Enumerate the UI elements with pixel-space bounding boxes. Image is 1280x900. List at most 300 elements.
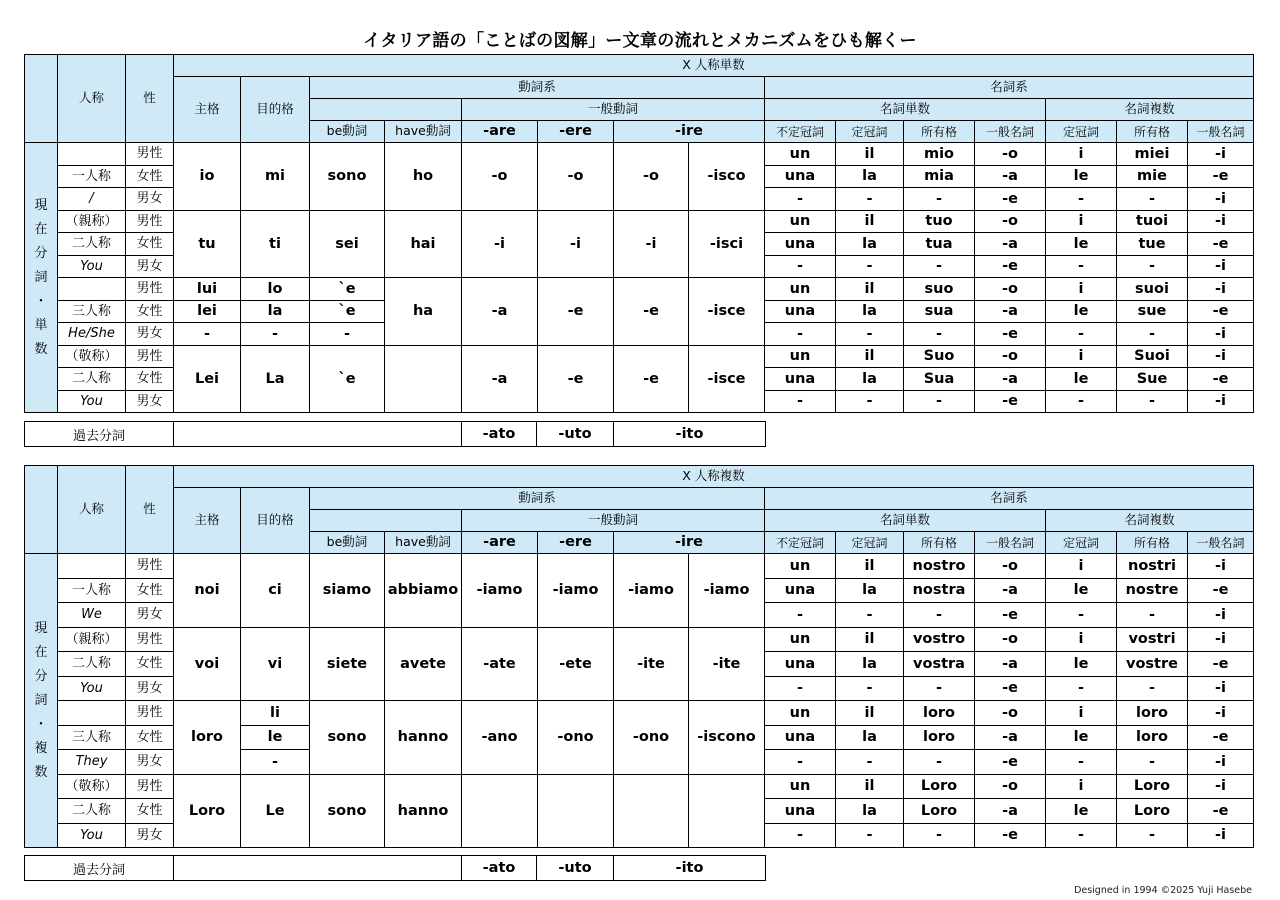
general-noun: -e: [975, 323, 1046, 346]
table-row: [25, 627, 1254, 652]
possessive-pl: vostri: [1117, 627, 1188, 652]
general-noun-pl: -e: [1188, 652, 1254, 677]
gender-label: 男性: [126, 774, 174, 799]
object-form: mi: [241, 143, 310, 211]
table-row: [25, 143, 1254, 166]
indef-article: una: [765, 799, 836, 824]
general-noun-pl: -i: [1188, 554, 1254, 579]
def-article: la: [836, 233, 904, 256]
possessive-pl: -: [1117, 390, 1188, 413]
have-form: hanno: [385, 701, 462, 775]
indef-article: una: [765, 725, 836, 750]
def-article: il: [836, 278, 904, 301]
be-form: sono: [310, 774, 385, 848]
possessive: -: [904, 676, 975, 701]
have-form: [385, 345, 462, 413]
possessive-pl: nostre: [1117, 578, 1188, 603]
ire-form-1: -i: [614, 210, 689, 278]
possessive: -: [904, 188, 975, 211]
gender-label: 男女: [126, 255, 174, 278]
subject-form: loro: [174, 701, 241, 775]
ire-form-2: -iscono: [689, 701, 765, 775]
be-form: siete: [310, 627, 385, 701]
possessive-pl: -: [1117, 323, 1188, 346]
possessive: -: [904, 323, 975, 346]
possessive: nostra: [904, 578, 975, 603]
possessive-pl: Sue: [1117, 368, 1188, 391]
possessive: tua: [904, 233, 975, 256]
object-form: lo: [241, 278, 310, 301]
gender-label: 男性: [126, 345, 174, 368]
ere-form: -i: [538, 210, 614, 278]
are-form: -ano: [462, 701, 538, 775]
general-noun-pl: -i: [1188, 627, 1254, 652]
person-label: [58, 701, 126, 726]
are-form: -a: [462, 345, 538, 413]
def-article-pl: le: [1046, 368, 1117, 391]
def-article: -: [836, 255, 904, 278]
general-noun: -e: [975, 676, 1046, 701]
past-participle-label: 過去分詞: [25, 422, 174, 447]
def-article-pl: le: [1046, 799, 1117, 824]
indef-article: una: [765, 233, 836, 256]
header-noun-singular: 名詞単数: [765, 510, 1046, 532]
indef-article: un: [765, 143, 836, 166]
side-label-char: 分: [34, 668, 48, 684]
header-possessive-pl: 所有格: [1117, 121, 1188, 143]
side-label-char: 現: [34, 620, 48, 636]
def-article-pl: -: [1046, 823, 1117, 848]
general-noun: -e: [975, 750, 1046, 775]
side-label: [25, 143, 58, 413]
person-label: You: [58, 255, 126, 278]
side-label-char: ・: [34, 293, 48, 309]
object-form: Le: [241, 774, 310, 848]
def-article-pl: -: [1046, 750, 1117, 775]
ere-form: -ono: [538, 701, 614, 775]
past-ere: -uto: [537, 422, 614, 447]
subject-form: tu: [174, 210, 241, 278]
gender-label: 男性: [126, 554, 174, 579]
gender-label: 女性: [126, 725, 174, 750]
conjugation-table: [24, 54, 1254, 413]
general-noun: -o: [975, 701, 1046, 726]
general-noun-pl: -e: [1188, 799, 1254, 824]
general-noun: -e: [975, 390, 1046, 413]
gender-label: 男女: [126, 323, 174, 346]
header-have: have動詞: [385, 532, 462, 554]
person-label: （敬称）: [58, 345, 126, 368]
possessive: Loro: [904, 799, 975, 824]
side-label-char: 詞: [34, 692, 48, 708]
are-form: -o: [462, 143, 538, 211]
have-form: abbiamo: [385, 554, 462, 628]
possessive: Suo: [904, 345, 975, 368]
ire-form-2: -isce: [689, 345, 765, 413]
indef-article: -: [765, 750, 836, 775]
gender-label: 女性: [126, 233, 174, 256]
ire-form-1: -e: [614, 345, 689, 413]
person-label: 一人称: [58, 578, 126, 603]
past-blank: [174, 422, 462, 447]
side-label-char: 現: [34, 197, 48, 213]
indef-article: una: [765, 578, 836, 603]
possessive: vostra: [904, 652, 975, 677]
possessive: Sua: [904, 368, 975, 391]
person-label: 一人称: [58, 165, 126, 188]
past-participle-row: [24, 421, 766, 447]
past-blank: [174, 856, 462, 881]
are-form: -iamo: [462, 554, 538, 628]
def-article-pl: -: [1046, 323, 1117, 346]
possessive-pl: vostre: [1117, 652, 1188, 677]
header-ire: -ire: [614, 121, 765, 143]
possessive-pl: -: [1117, 603, 1188, 628]
header-noun-group: 名詞系: [765, 488, 1254, 510]
possessive: -: [904, 603, 975, 628]
person-label: You: [58, 390, 126, 413]
possessive-pl: -: [1117, 676, 1188, 701]
possessive: -: [904, 823, 975, 848]
side-label-char: 詞: [34, 269, 48, 285]
gender-label: 男女: [126, 188, 174, 211]
subject-form: Lei: [174, 345, 241, 413]
general-noun-pl: -i: [1188, 701, 1254, 726]
indef-article: un: [765, 210, 836, 233]
side-label-char: 数: [34, 764, 48, 780]
header-indef-article: 不定冠詞: [765, 121, 836, 143]
def-article-pl: -: [1046, 603, 1117, 628]
general-noun: -o: [975, 210, 1046, 233]
def-article: il: [836, 345, 904, 368]
header-def-article: 定冠詞: [836, 532, 904, 554]
possessive-pl: Loro: [1117, 799, 1188, 824]
gender-label: 男女: [126, 390, 174, 413]
be-form: siamo: [310, 554, 385, 628]
indef-article: un: [765, 627, 836, 652]
object-form: le: [241, 725, 310, 750]
have-form: ho: [385, 143, 462, 211]
general-noun-pl: -e: [1188, 368, 1254, 391]
person-label: 三人称: [58, 725, 126, 750]
general-noun-pl: -i: [1188, 345, 1254, 368]
header-gender: 性: [126, 55, 174, 143]
object-form: la: [241, 300, 310, 323]
def-article: -: [836, 188, 904, 211]
side-label-char: ・: [34, 716, 48, 732]
def-article: la: [836, 300, 904, 323]
ire-form-1: -ite: [614, 627, 689, 701]
subject-form: lui: [174, 278, 241, 301]
indef-article: una: [765, 652, 836, 677]
def-article-pl: le: [1046, 725, 1117, 750]
general-noun: -e: [975, 255, 1046, 278]
possessive-pl: loro: [1117, 725, 1188, 750]
object-form: -: [241, 323, 310, 346]
conjugation-table: [24, 465, 1254, 848]
possessive: loro: [904, 701, 975, 726]
general-noun-pl: -e: [1188, 165, 1254, 188]
person-label: We: [58, 603, 126, 628]
def-article: la: [836, 165, 904, 188]
header-have: have動詞: [385, 121, 462, 143]
header-top: X 人称単数: [174, 55, 1254, 77]
past-are: -ato: [462, 422, 537, 447]
header-indef-article: 不定冠詞: [765, 532, 836, 554]
possessive: nostro: [904, 554, 975, 579]
indef-article: -: [765, 676, 836, 701]
are-form: -i: [462, 210, 538, 278]
table-row: [25, 278, 1254, 301]
gender-label: 男性: [126, 701, 174, 726]
indef-article: -: [765, 603, 836, 628]
have-form: ha: [385, 278, 462, 346]
general-noun: -a: [975, 799, 1046, 824]
possessive-pl: -: [1117, 823, 1188, 848]
def-article-pl: i: [1046, 345, 1117, 368]
general-noun-pl: -e: [1188, 578, 1254, 603]
general-noun-pl: -i: [1188, 676, 1254, 701]
be-form: sei: [310, 210, 385, 278]
header-object: 目的格: [241, 77, 310, 143]
def-article: -: [836, 750, 904, 775]
possessive-pl: tue: [1117, 233, 1188, 256]
header-object: 目的格: [241, 488, 310, 554]
ire-form-2: -ite: [689, 627, 765, 701]
header-person: 人称: [58, 466, 126, 554]
general-noun: -a: [975, 300, 1046, 323]
header-gender: 性: [126, 466, 174, 554]
ire-form-1: [614, 774, 689, 848]
def-article: il: [836, 774, 904, 799]
indef-article: una: [765, 300, 836, 323]
header-noun-plural: 名詞複数: [1046, 510, 1254, 532]
general-noun-pl: -i: [1188, 210, 1254, 233]
person-label: [58, 143, 126, 166]
table-row: [25, 774, 1254, 799]
possessive-pl: -: [1117, 750, 1188, 775]
def-article: il: [836, 210, 904, 233]
header-verb-group: 動詞系: [310, 488, 765, 510]
subject-form: lei: [174, 300, 241, 323]
indef-article: -: [765, 390, 836, 413]
ire-form-1: -ono: [614, 701, 689, 775]
person-label: They: [58, 750, 126, 775]
header-top: X 人称複数: [174, 466, 1254, 488]
indef-article: una: [765, 165, 836, 188]
gender-label: 男性: [126, 278, 174, 301]
be-form: sono: [310, 143, 385, 211]
indef-article: -: [765, 323, 836, 346]
def-article-pl: -: [1046, 188, 1117, 211]
possessive: sua: [904, 300, 975, 323]
side-label-char: 単: [34, 317, 48, 333]
possessive: tuo: [904, 210, 975, 233]
general-noun-pl: -i: [1188, 323, 1254, 346]
indef-article: un: [765, 278, 836, 301]
ire-form-1: -e: [614, 278, 689, 346]
possessive-pl: loro: [1117, 701, 1188, 726]
gender-label: 女性: [126, 300, 174, 323]
gender-label: 女性: [126, 368, 174, 391]
general-noun-pl: -i: [1188, 188, 1254, 211]
indef-article: -: [765, 255, 836, 278]
possessive: loro: [904, 725, 975, 750]
def-article: la: [836, 578, 904, 603]
general-noun: -o: [975, 774, 1046, 799]
person-label: You: [58, 823, 126, 848]
general-noun: -a: [975, 725, 1046, 750]
possessive: mio: [904, 143, 975, 166]
table-row: [25, 210, 1254, 233]
be-form: `e: [310, 300, 385, 323]
def-article-pl: i: [1046, 701, 1117, 726]
person-label: 三人称: [58, 300, 126, 323]
person-label: [58, 554, 126, 579]
possessive-pl: tuoi: [1117, 210, 1188, 233]
def-article-pl: le: [1046, 165, 1117, 188]
def-article-pl: -: [1046, 255, 1117, 278]
def-article-pl: le: [1046, 578, 1117, 603]
gender-label: 女性: [126, 165, 174, 188]
header-possessive: 所有格: [904, 532, 975, 554]
header-general-noun: 一般名詞: [975, 121, 1046, 143]
header-def-article-pl: 定冠詞: [1046, 121, 1117, 143]
gender-label: 男性: [126, 143, 174, 166]
side-label-char: 分: [34, 245, 48, 261]
object-form: li: [241, 701, 310, 726]
possessive-pl: miei: [1117, 143, 1188, 166]
general-noun-pl: -e: [1188, 725, 1254, 750]
header-are: -are: [462, 121, 538, 143]
person-label: /: [58, 188, 126, 211]
be-form: -: [310, 323, 385, 346]
be-form: sono: [310, 701, 385, 775]
header-blank-verb: [310, 99, 462, 121]
def-article: la: [836, 725, 904, 750]
side-label-char: 在: [34, 221, 48, 237]
def-article: -: [836, 823, 904, 848]
object-form: -: [241, 750, 310, 775]
def-article-pl: -: [1046, 390, 1117, 413]
general-noun: -a: [975, 165, 1046, 188]
person-label: [58, 278, 126, 301]
def-article-pl: le: [1046, 300, 1117, 323]
general-noun-pl: -i: [1188, 143, 1254, 166]
general-noun: -a: [975, 652, 1046, 677]
indef-article: -: [765, 823, 836, 848]
general-noun: -a: [975, 368, 1046, 391]
ere-form: -ete: [538, 627, 614, 701]
object-form: La: [241, 345, 310, 413]
general-noun: -o: [975, 627, 1046, 652]
def-article: il: [836, 627, 904, 652]
ire-form-2: -iamo: [689, 554, 765, 628]
have-form: hai: [385, 210, 462, 278]
possessive: mia: [904, 165, 975, 188]
be-form: `e: [310, 345, 385, 413]
object-form: ti: [241, 210, 310, 278]
gender-label: 男女: [126, 823, 174, 848]
def-article: la: [836, 799, 904, 824]
ere-form: [538, 774, 614, 848]
general-noun: -a: [975, 233, 1046, 256]
possessive: Loro: [904, 774, 975, 799]
subject-form: Loro: [174, 774, 241, 848]
header-are: -are: [462, 532, 538, 554]
gender-label: 女性: [126, 578, 174, 603]
header-subject: 主格: [174, 488, 241, 554]
past-ire: -ito: [614, 856, 766, 881]
gender-label: 男女: [126, 750, 174, 775]
def-article: la: [836, 368, 904, 391]
general-noun-pl: -i: [1188, 823, 1254, 848]
table-row: [25, 701, 1254, 726]
header-ere: -ere: [538, 121, 614, 143]
gender-label: 男性: [126, 210, 174, 233]
header-ire: -ire: [614, 532, 765, 554]
object-form: ci: [241, 554, 310, 628]
ire-form-2: -isco: [689, 143, 765, 211]
subject-form: -: [174, 323, 241, 346]
table-row: [25, 554, 1254, 579]
past-ire: -ito: [614, 422, 766, 447]
ere-form: -e: [538, 278, 614, 346]
def-article-pl: i: [1046, 774, 1117, 799]
past-are: -ato: [462, 856, 537, 881]
header-general-noun-pl: 一般名詞: [1188, 121, 1254, 143]
header-blank: [25, 466, 58, 554]
person-label: （親称）: [58, 210, 126, 233]
indef-article: un: [765, 554, 836, 579]
general-noun-pl: -i: [1188, 603, 1254, 628]
ire-form-1: -o: [614, 143, 689, 211]
general-noun: -o: [975, 554, 1046, 579]
are-form: -a: [462, 278, 538, 346]
ere-form: -e: [538, 345, 614, 413]
side-label-char: 数: [34, 341, 48, 357]
subject-form: noi: [174, 554, 241, 628]
general-noun: -e: [975, 188, 1046, 211]
header-def-article: 定冠詞: [836, 121, 904, 143]
def-article: -: [836, 390, 904, 413]
ere-form: -iamo: [538, 554, 614, 628]
header-verb-group: 動詞系: [310, 77, 765, 99]
are-form: [462, 774, 538, 848]
indef-article: un: [765, 345, 836, 368]
def-article: il: [836, 554, 904, 579]
general-noun: -a: [975, 578, 1046, 603]
page-title: イタリア語の「ことばの図解」ー文章の流れとメカニズムをひも解くー: [363, 31, 917, 51]
general-noun-pl: -i: [1188, 774, 1254, 799]
general-noun-pl: -e: [1188, 233, 1254, 256]
header-general-noun: 一般名詞: [975, 532, 1046, 554]
possessive-pl: sue: [1117, 300, 1188, 323]
side-label-char: 複: [34, 740, 48, 756]
header-def-article-pl: 定冠詞: [1046, 532, 1117, 554]
possessive-pl: nostri: [1117, 554, 1188, 579]
gender-label: 男女: [126, 676, 174, 701]
header-be: be動詞: [310, 532, 385, 554]
general-noun-pl: -i: [1188, 390, 1254, 413]
def-article-pl: le: [1046, 233, 1117, 256]
have-form: avete: [385, 627, 462, 701]
side-label: [25, 554, 58, 848]
possessive-pl: -: [1117, 188, 1188, 211]
general-noun: -o: [975, 278, 1046, 301]
header-general-noun-pl: 一般名詞: [1188, 532, 1254, 554]
gender-label: 女性: [126, 799, 174, 824]
